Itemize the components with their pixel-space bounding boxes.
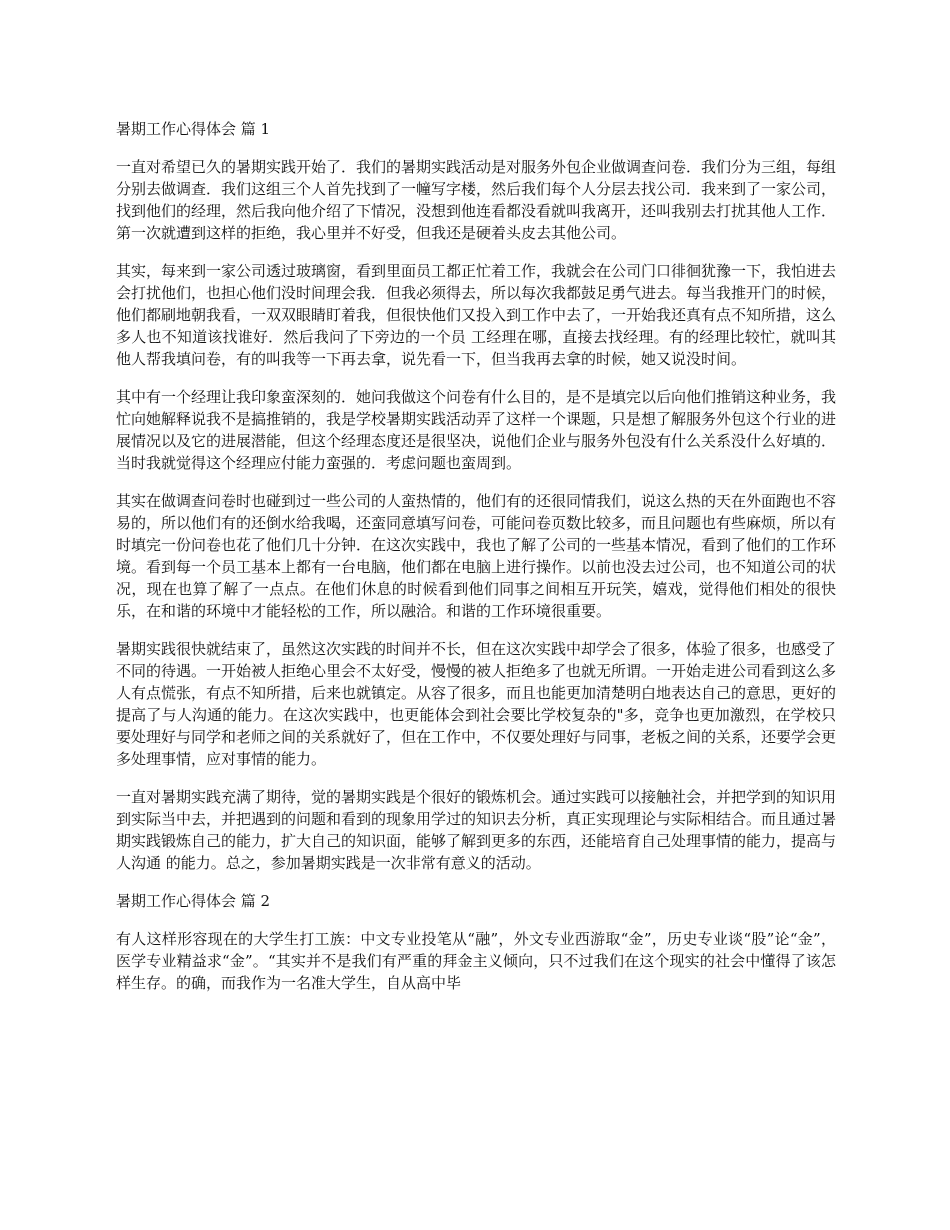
section-title: 暑期工作心得体会 篇 2 (116, 892, 271, 910)
paragraph: 其中有一个经理让我印象蛮深刻的．她问我做这个问卷有什么目的，是不是填完以后向他们推销这种业务，我忙向她解释说我不是搞推销的，我是学校暑期实践活动弄了这样一个课题，只是想了解服务外包这个行业的进展情况以及它的进展潜能，但这个经理态度还是很坚决，说他们企业与服务外包没有什么关系没什么好填的．当时我就觉得这个经理应付能力蛮强的．考虑问题也蛮周到。 (116, 388, 837, 472)
section-2 (116, 890, 836, 994)
paragraph: 有人这样形容现在的大学生打工族：中文专业投笔从“融”，外文专业西游取“金”，历史专业谈“股”论“金”，医学专业精益求“金”。“其实并不是我们有严重的拜金主义倾向，只不过我们在这个现实的社会中懂得了该怎样生存。的确，而我作为一名准大学生，自从高中毕 (116, 930, 836, 992)
paragraph: 其实，每来到一家公司透过玻璃窗，看到里面员工都正忙着工作，我就会在公司门口徘徊犹豫一下，我怕进去会打扰他们，也担心他们没时间理会我．但我必须得去，所以每次我都鼓足勇气进去。每当我推开门的时候，他们都刷地朝我看，一双双眼睛盯着我，但很快他们又投入到工作中去了，一开始我还真有点不知所措，这么多人也不知道该找谁好．然后我问了下旁边的一个员 工经理在哪，直接去找经理。有的经理比较忙，就叫其他人帮我填问卷，有的叫我等一下再去拿，说先看一下，但当我再去拿的时候，她又说没时间。 (116, 262, 837, 368)
paragraph: 其实在做调查问卷时也碰到过一些公司的人蛮热情的，他们有的还很同情我们，说这么热的天在外面跑也不容易的，所以他们有的还倒水给我喝，还蛮同意填写问卷，可能问卷页数比较多，而且问题也有些麻烦，所以有时填完一份问卷也花了他们几十分钟．在这次实践中，我也了解了公司的一些基本情况，看到了他们的工作环境。看到每一个员工基本上都有一台电脑，他们都在电脑上进行操作。以前也没去过公司，也不知道公司的状况，现在也算了解了一点点。在他们休息的时候看到他们同事之间相互开玩笑，嬉戏，觉得他们相处的很快乐，在和谐的环境中才能轻松的工作，所以融洽。和谐的工作环境很重要。 (116, 492, 837, 620)
section-title: 暑期工作心得体会 篇 1 (116, 120, 271, 138)
document-page (116, 118, 836, 1010)
paragraph: 一直对暑期实践充满了期待，觉的暑期实践是个很好的锻炼机会。通过实践可以接触社会，并把学到的知识用到实际当中去，并把遇到的问题和看到的现象用学过的知识去分析，真正实现理论与实际相结合。而且通过暑期实践锻炼自己的能力，扩大自己的知识面，能够了解到更多的东西，还能培育自己处理事情的能力，提高与人沟通 的能力。总之，参加暑期实践是一次非常有意义的活动。 (116, 788, 837, 872)
paragraph: 暑期实践很快就结束了，虽然这次实践的时间并不长，但在这次实践中却学会了很多，体验了很多，也感受了不同的待遇。一开始被人拒绝心里会不太好受，慢慢的被人拒绝多了也就无所谓。一开始走进公司看到这么多人有点慌张，有点不知所措，后来也就镇定。从容了很多，而且也能更加清楚明白地表达自己的意思，更好的提高了与人沟通的能力。在这次实践中，也更能体会到社会要比学校复杂的"多，竞争也更加激烈，在学校只要处理好与同学和老师之间的关系就好了，但在工作中，不仅要处理好与同事，老板之间的关系，还要学会更多处理事情，应对事情的能力。 (116, 640, 837, 768)
section-1 (116, 118, 836, 874)
paragraph: 一直对希望已久的暑期实践开始了．我们的暑期实践活动是对服务外包企业做调查问卷．我们分为三组，每组分别去做调查．我们这组三个人首先找到了一幢写字楼，然后我们每个人分层去找公司．我来到了一家公司，找到他们的经理，然后我向他介绍了下情况，没想到他连看都没看就叫我离开，还叫我别去打扰其他人工作．第一次就遭到这样的拒绝，我心里并不好受，但我还是硬着头皮去其他公司。 (116, 158, 837, 242)
